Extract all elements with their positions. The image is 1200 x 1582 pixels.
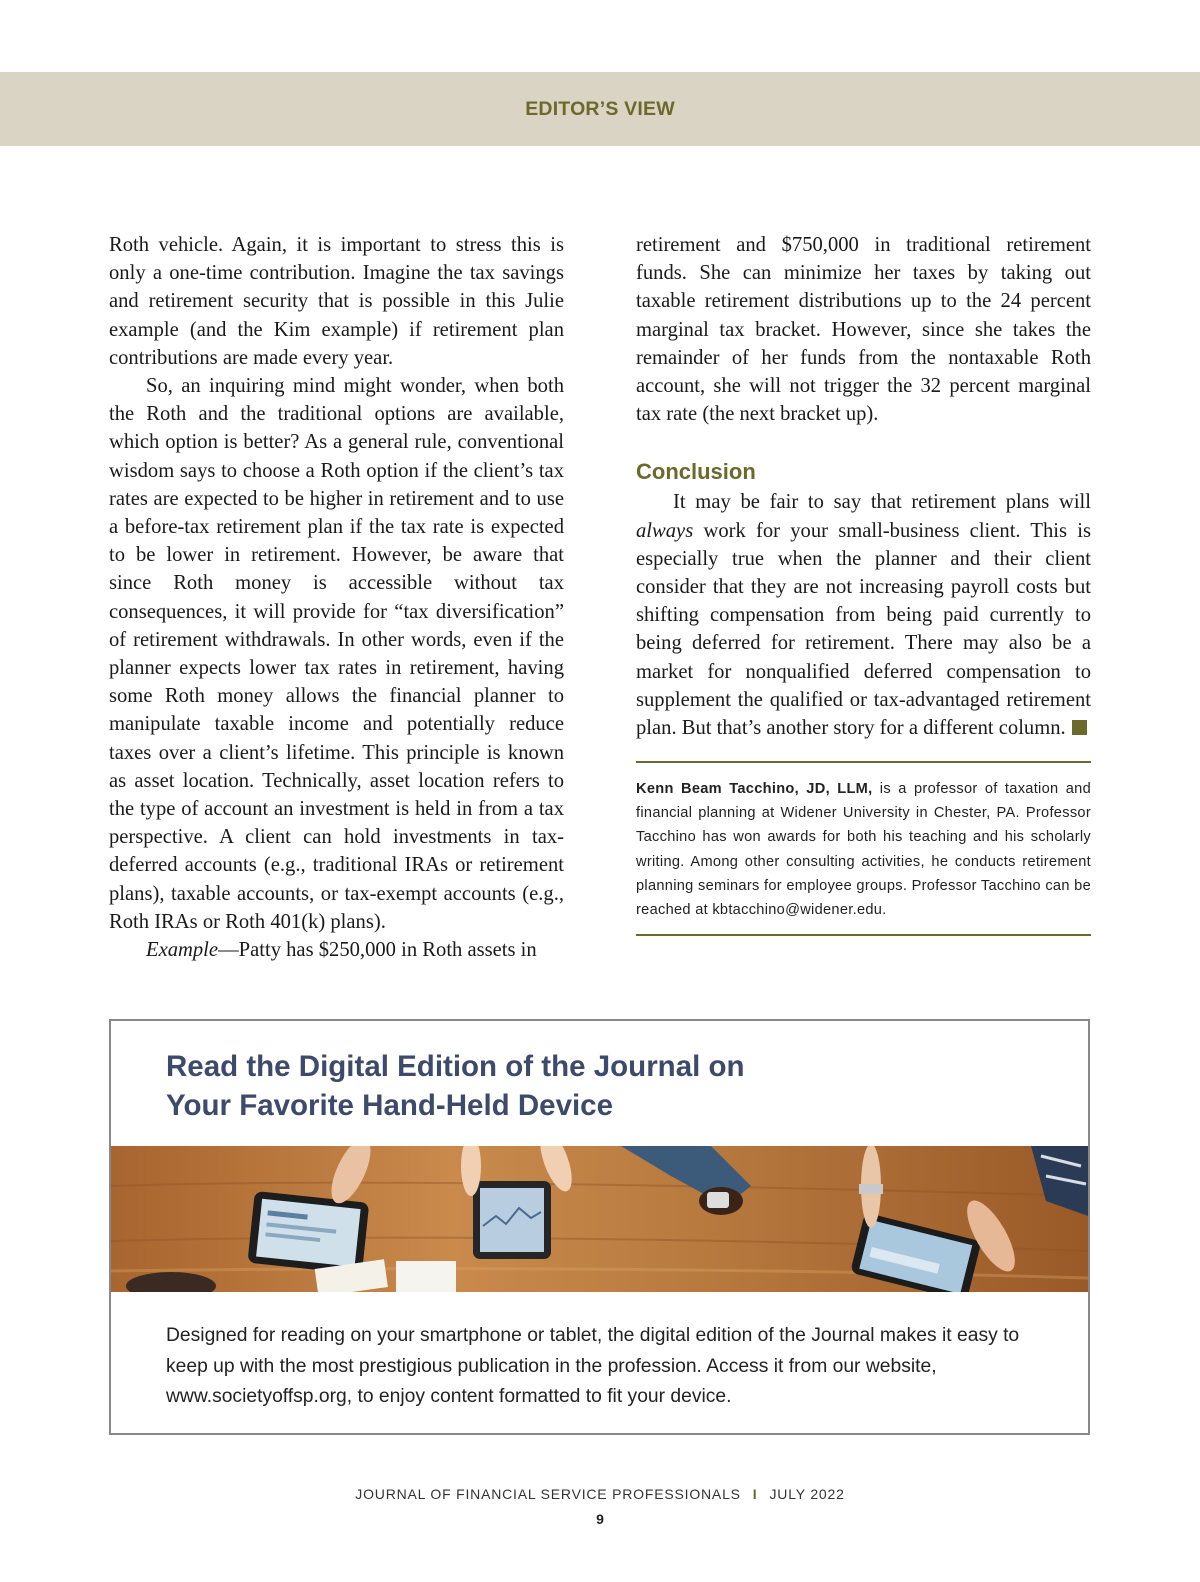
article-paragraph: So, an inquiring mind might wonder, when both the Roth and the traditional options are available, which option is better? As a general rule, conventional wisdom says to choose a Roth option if the client’s tax rates are expected to be higher in retirement and to use a before-tax retirement plan if the tax rate is expected to be lower in retirement. However, be aware that since Roth money is accessible without tax consequences, it will provide for “tax diversification” of retirement withdrawals. In other words, even if the planner expects lower tax rates in retirement, having some Roth money allows the financial planner to manipulate taxable income and potentially reduce taxes over a client’s lifetime. This principle is known as asset location. Technically, asset location refers to the type of account an investment is held in from a tax perspective. A client can hold investments in tax-deferred accounts (e.g., traditional IRAs or retirement plans), taxable accounts, or tax-exempt accounts (e.g., Roth IRAs or Roth 401(k) plans). — [109, 375, 564, 933]
article-paragraph: retirement and $750,000 in traditional retirement funds. She can minimize her taxes by taking out taxable retirement distributions up to the 24 percent marginal tax bracket. However, since she takes the remainder of her funds from the nontaxable Roth account, she will not trigger the 32 percent marginal tax rate (the next bracket up). — [636, 234, 1091, 426]
digital-edition-ad — [109, 1019, 1090, 1435]
author-bio-text: is a professor of taxation and financial planning at Widener University in Chester, PA. Professor Tacchino has won awards for both his teaching and his scholarly writing. Among other consulting activities, he conducts retirement planning seminars for employee groups. Professor Tacchino can be reached at kbtacchino@widener.edu. — [636, 781, 1091, 919]
page-number: 9 — [596, 1511, 604, 1527]
page-footer — [0, 1486, 1200, 1502]
conclusion-heading: Conclusion — [636, 459, 756, 485]
footer-separator: I — [752, 1486, 758, 1502]
conclusion-paragraph: It may be fair to say that retirement plans will always work for your small-business client. This is especially true when the planner and their client consider that they are not increasing payroll costs but shifting compensation from being paid currently to being deferred for retirement. There may also be a market for nonqualified deferred compensation to supplement the qualified or tax-advantaged retirement plan. But that’s another story for a different column. — [636, 491, 1091, 740]
author-bio — [636, 761, 1091, 936]
article-right-column — [636, 231, 1091, 742]
example-text: —Patty has $250,000 in Roth assets in — [218, 939, 537, 962]
tablets-on-table-photo — [111, 1146, 1088, 1292]
author-name: Kenn Beam Tacchino, JD, LLM, — [636, 781, 873, 797]
ad-title: Read the Digital Edition of the Journal on Your Favorite Hand-Held Device — [166, 1050, 745, 1122]
end-of-article-square-icon — [1072, 720, 1087, 735]
section-header-band — [0, 72, 1200, 146]
ad-body-text: Designed for reading on your smartphone or tablet, the digital edition of the Journal makes it easy to keep up with the most prestigious publication in the profession. Access it from our website, www.societyoffsp.org, to enjoy content formatted to fit your device. — [166, 1325, 1020, 1407]
article-paragraph: Roth vehicle. Again, it is important to stress this is only a one-time contribution. Imagine the tax savings and retirement security that is possible in this Julie example (and the Kim example) if retirement plan contributions are made every year. — [109, 234, 564, 369]
journal-name: JOURNAL OF FINANCIAL SERVICE PROFESSIONALS — [355, 1486, 741, 1502]
issue-date: JULY 2022 — [769, 1486, 845, 1502]
article-paragraph — [109, 936, 564, 964]
article-left-column — [109, 231, 564, 964]
section-title: EDITOR’S VIEW — [525, 97, 675, 120]
example-label: Example — [146, 939, 219, 962]
